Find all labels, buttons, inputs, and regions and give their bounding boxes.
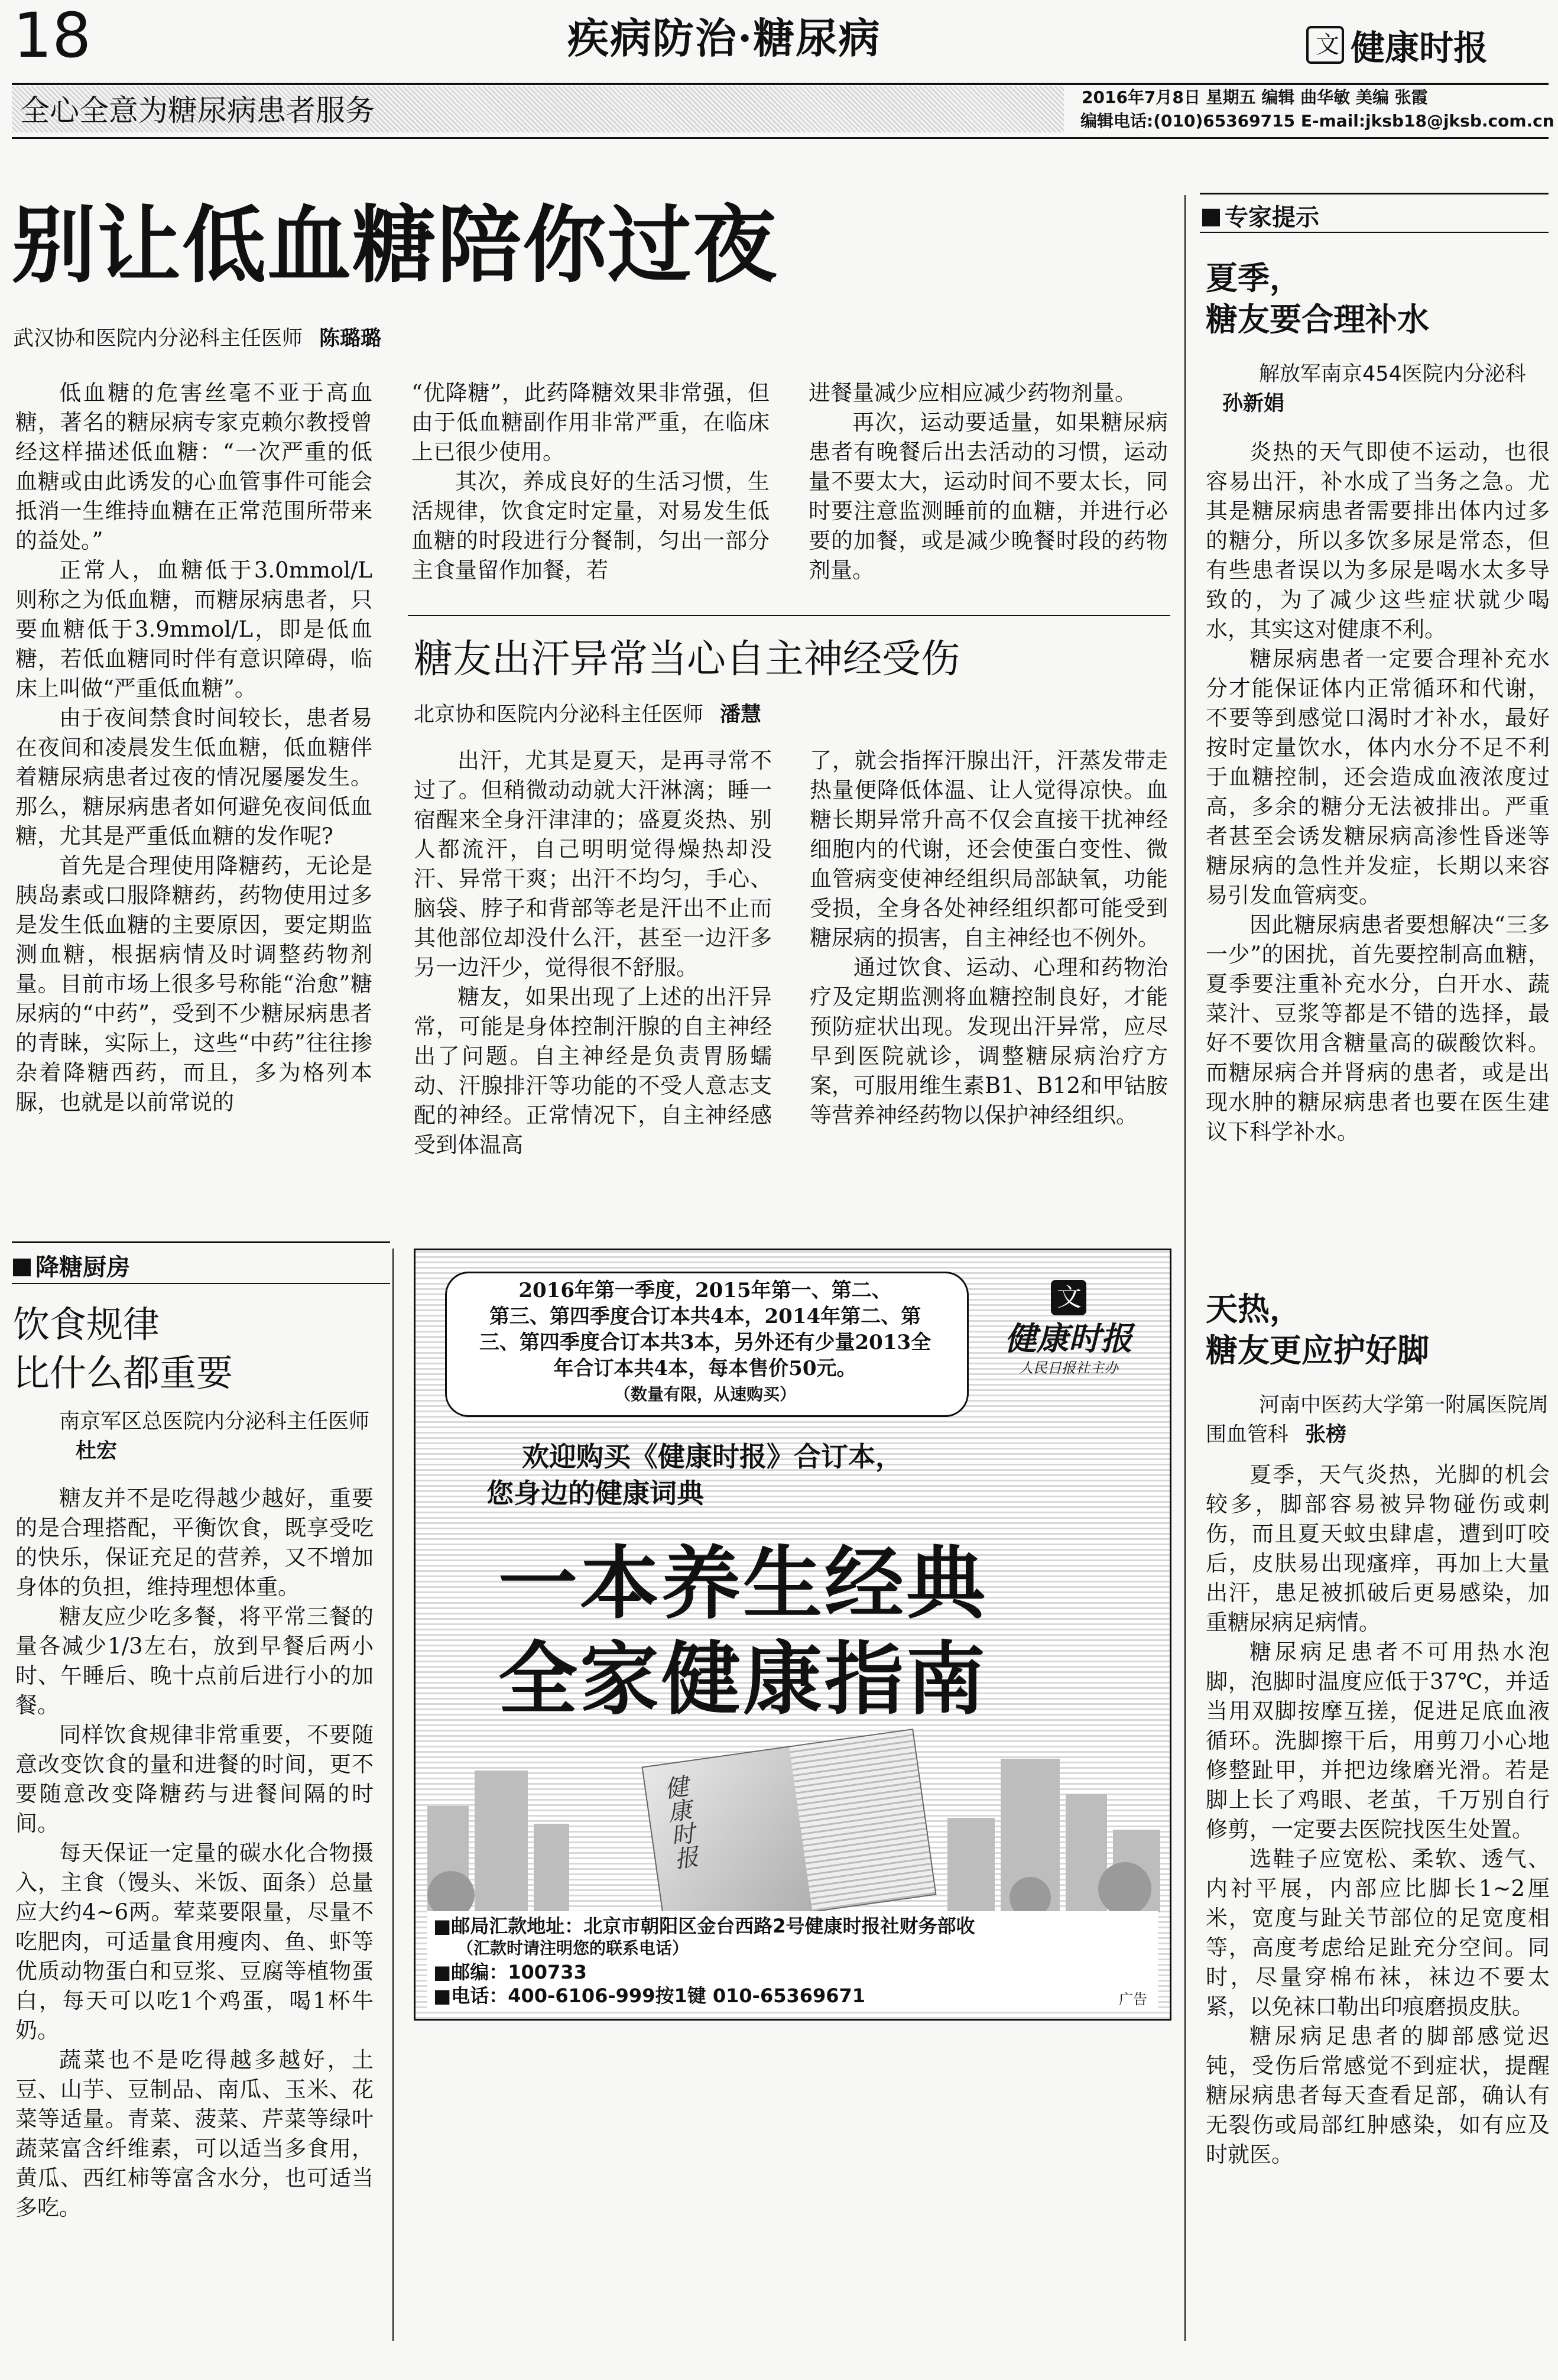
main-article-col3 — [809, 378, 1168, 585]
ad-notice: 2016年第一季度，2015年第一、第二、 第三、第四季度合订本共4本，2014年第二、第 三、第四季度合订本共3本，另外还有少量2013全 年合订本共4本，每本售价50元。 （数量有限，从速购买） — [479, 1279, 931, 1404]
paragraph: 了，就会指挥汗腺出汗，汗蒸发带走热量便降低体温、让人觉得凉快。血糖长期异常升高不仅会直接干扰神经细胞内的代谢，还会使蛋白变性、微血管病变使神经组织局部缺氧，功能受损，全身各处神经组织都可能受到糖尿病的损害，自主神经也不例外。 — [810, 748, 1168, 951]
ad-postcode: ■邮编：100733 — [433, 1961, 587, 1983]
paragraph: 同样饮食规律非常重要，不要随意改变饮食的量和进餐的时间，更不要随意改变降糖药与进餐间隔的时间。 — [15, 1722, 374, 1836]
byline-org: 解放军南京454医院内分泌科 — [1259, 362, 1526, 386]
paragraph: 每天保证一定量的碳水化合物摄入，主食（馒头、米饭、面条）总量应大约4~6两。荤菜要限量，尽量不吃肥肉，可适量食用瘦肉、鱼、虾等优质动物蛋白和豆浆、豆腐等植物蛋白，每天可以吃1个鸡蛋，喝1杯牛奶。 — [15, 1840, 374, 2043]
sweat-article-byline — [414, 700, 761, 729]
paragraph: 低血糖的危害丝毫不亚于高血糖，著名的糖尿病专家克赖尔教授曾经这样描述低血糖：“一次严重的低血糖或由此诱发的心血管事件可能会抵消一生维持血糖在正常范围所带来的益处。” — [15, 380, 372, 553]
byline-name: 杜宏 — [76, 1439, 118, 1463]
main-article-title: 别让低血糖陪你过夜 — [12, 196, 778, 294]
header-rule — [12, 83, 1549, 85]
masthead-title: 健康时报 — [1351, 28, 1488, 68]
expert-a2-body — [1206, 1460, 1550, 2170]
edition-info: 2016年7月8日 星期五 编辑 曲华敏 美编 张霞 — [1082, 87, 1428, 107]
expert-a1-body — [1206, 437, 1550, 1147]
masthead — [1306, 20, 1488, 67]
kitchen-label-rule — [12, 1283, 390, 1284]
paragraph: 首先是合理使用降糖药，无论是胰岛素或口服降糖药，药物使用过多是发生低血糖的主要原因，要定期监测血糖，根据病情及时调整药物剂量。目前市场上很多号称能“治愈”糖尿病的“中药”，受到不少糖尿病患者的青睐，实际上，这些“中药”往往掺杂着降糖西药，而且，多为格列本脲，也就是以前常说的 — [15, 853, 372, 1115]
paragraph: 蔬菜也不是吃得越多越好，土豆、山芋、豆制品、南瓜、玉米、花菜等适量。青菜、菠菜、芹菜等绿叶蔬菜富含纤维素，可以适当多食用，黄瓜、西红柿等富含水分，也可适当多吃。 — [15, 2047, 374, 2220]
main-article-col1 — [15, 378, 372, 1117]
sweat-article-col1 — [414, 746, 772, 1160]
ad-logo: 文 健康时报 人民日报社主办 — [983, 1280, 1154, 1377]
masthead-logo-icon: 文 — [1051, 1280, 1086, 1315]
expert-top-rule — [1200, 193, 1549, 194]
paragraph: 选鞋子应宽松、柔软、透气、内衬平展，内部应比脚长1~2厘米，宽度与趾关节部位的足宽度相等，高度考虑给足趾充分空间。同时，尽量穿棉布袜，袜边不要太紧，以免袜口勒出印痕磨损皮肤。 — [1206, 1846, 1550, 2019]
paragraph: 糖尿病患者一定要合理补充水分才能保证体内正常循环和代谢，不要等到感觉口渴时才补水，最好按时定量饮水，体内水分不足不利于血糖控制，还会造成血液浓度过高，多余的糖分无法被排出。严重者甚至会诱发糖尿病高渗性昏迷等糖尿病的急性并发症，长期以来容易引发血管病变。 — [1206, 646, 1550, 908]
paragraph: 糖友并不是吃得越少越好，重要的是合理搭配，平衡饮食，既享受吃的快乐，保证充足的营养，又不增加身体的负担，维持理想体重。 — [15, 1486, 374, 1600]
kitchen-top-rule — [12, 1241, 390, 1243]
paragraph: 糖友，如果出现了上述的出汗异常，可能是身体控制汗腺的自主神经出了问题。自主神经是负责胃肠蠕动、汗腺排汗等功能的不受人意志支配的神经。正常情况下，自主神经感受到体温高 — [414, 984, 772, 1157]
sweat-top-rule — [408, 615, 1170, 616]
paragraph: 糖尿病足患者不可用热水泡脚，泡脚时温度应低于37℃，并适当用双脚按摩互搓，促进足底血液循环。洗脚擦干后，用剪刀小心地修整趾甲，并把边缘磨光滑。若是脚上长了鸡眼、老茧，千万别自行修剪，一定要去医院找医生处置。 — [1206, 1639, 1550, 1842]
square-bullet-icon — [13, 1259, 31, 1276]
paragraph: 出汗，尤其是夏天，是再寻常不过了。但稍微动动就大汗淋漓；睡一宿醒来全身汗津津的；盛夏炎热、别人都流汗，自己明明觉得燥热却没汗、异常干爽；出汗不均匀，手心、脑袋、脖子和背部等老是汗出不止而其他部位却没什么汗，甚至一边汗多另一边汗少，觉得很不舒服。 — [414, 748, 772, 980]
book-title: 健康时报 — [659, 1773, 700, 1872]
square-bullet-icon — [1202, 209, 1220, 226]
page-number: 18 — [13, 0, 92, 72]
byline-name: 张榜 — [1305, 1423, 1347, 1447]
byline-name: 潘慧 — [720, 703, 762, 727]
contact-info: 编辑电话:(010)65369715 E-mail:jksb18@jksb.com.cn — [1080, 111, 1554, 131]
ad-address-note: （汇款时请注明您的联系电话） — [457, 1938, 689, 1958]
paragraph: 糖友应少吃多餐，将平常三餐的量各减少1/3左右，放到早餐后两小时、午睡后、晚十点前后进行小的加餐。 — [15, 1604, 374, 1718]
paragraph: 由于夜间禁食时间较长，患者易在夜间和凌晨发生低血糖，低血糖伴着糖尿病患者过夜的情况屡屡发生。那么，糖尿病患者如何避免夜间低血糖，尤其是严重低血糖的发作呢? — [15, 705, 372, 849]
byline-org: 武汉协和医院内分泌科主任医师 — [13, 327, 303, 351]
paragraph: 其次，养成良好的生活习惯，生活规律，饮食定时定量，对易发生低血糖的时段进行分餐制，匀出一部分主食量留作加餐，若 — [411, 469, 770, 583]
main-article-byline — [13, 324, 381, 354]
paragraph: 因此糖尿病患者要想解决“三多一少”的困扰，首先要控制高血糖，夏季要注重补充水分，白开水、蔬菜汁、豆浆等都是不错的选择，最好不要饮用含糖量高的碳酸饮料。而糖尿病合并肾病的患者，或是出现水肿的糖尿病患者也要在医生建议下科学补水。 — [1206, 912, 1550, 1144]
paragraph: 糖尿病足患者的脚部感觉迟钝，受伤后常感觉不到症状，提醒糖尿病患者每天查看足部，确认有无裂伤或局部红肿感染，如有应及时就医。 — [1206, 2024, 1550, 2167]
sweat-article-title: 糖友出汗异常当心自主神经受伤 — [414, 636, 960, 682]
tagline: 全心全意为糖尿病患者服务 — [20, 93, 375, 128]
ad-address: ■邮局汇款地址：北京市朝阳区金台西路2号健康时报社财务部收 — [433, 1915, 975, 1937]
ad-tag: 广告 — [1119, 1991, 1147, 2008]
expert-a2-title: 天热， 糖友更应护好脚 — [1206, 1290, 1429, 1369]
expert-a2-byline — [1206, 1390, 1552, 1450]
byline-name: 孙新娟 — [1222, 392, 1285, 416]
byline-name: 陈璐璐 — [319, 327, 382, 351]
kitchen-section-label: 降糖厨房 — [13, 1249, 130, 1282]
masthead-logo-icon: 文 — [1306, 26, 1344, 64]
column-rule-kitchen — [392, 1249, 394, 2341]
header-rule-bottom — [12, 137, 1549, 139]
byline-org: 南京军区总医院内分泌科主任医师 — [59, 1410, 370, 1434]
paragraph: “优降糖”，此药降糖效果非常强，但由于低血糖副作用非常严重，在临床上已很少使用。 — [411, 380, 770, 465]
expert-a1-title: 夏季， 糖友要合理补水 — [1206, 260, 1429, 338]
column-rule-right — [1184, 195, 1186, 2341]
paragraph: 通过饮食、运动、心理和药物治疗及定期监测将血糖控制良好，才能预防症状出现。发现出汗异常，应尽早到医院就诊，调整糖尿病治疗方案，可服用维生素B1、B12和甲钴胺等营养神经药物以保护神经组织。 — [810, 955, 1168, 1128]
kitchen-title: 饮食规律 比什么都重要 — [13, 1303, 233, 1395]
ad-slogan-2: 全家健康指南 — [498, 1632, 988, 1726]
expert-label-rule — [1200, 232, 1549, 233]
paragraph: 进餐量减少应相应减少药物剂量。 — [809, 380, 1137, 406]
paragraph: 再次，运动要适量，如果糖尿病患者有晚餐后出去活动的习惯，运动量不要太大，运动时间不要太长，同时要注意监测睡前的血糖，并进行必要的加餐，或是减少晚餐时段的药物剂量。 — [809, 410, 1168, 583]
advertisement — [414, 1249, 1171, 2021]
ad-slogan-1: 一本养生经典 — [498, 1536, 988, 1630]
byline-org: 北京协和医院内分泌科主任医师 — [414, 703, 704, 727]
kitchen-body — [15, 1484, 374, 2223]
paragraph: 夏季，天气炎热，光脚的机会较多，脚部容易被异物碰伤或刺伤，而且夏天蚊虫肆虐，遭到叮咬后，皮肤易出现瘙痒，再加上大量出汗，患足被抓破后更易感染，加重糖尿病足病情。 — [1206, 1462, 1550, 1635]
kitchen-byline — [59, 1407, 378, 1466]
paragraph: 正常人，血糖低于3.0mmol/L则称之为低血糖，而糖尿病患者，只要血糖低于3.9mmol/L，即是低血糖，若低血糖同时伴有意识障碍，临床上叫做“严重低血糖”。 — [15, 557, 372, 701]
ad-phone: ■电话：400-6106-999按1键 010-65369671 — [433, 1985, 866, 2007]
paragraph: 炎热的天气即使不运动，也很容易出汗，补水成了当务之急。尤其是糖尿病患者需要排出体内过多的糖分，所以多饮多尿是常态，但有些患者误以为多尿是喝水太多导致的，为了减少这些症状就少喝水，其实这对健康不利。 — [1206, 439, 1550, 642]
sweat-article-col2 — [810, 746, 1168, 1130]
section-title: 疾病防治·糖尿病 — [567, 14, 881, 63]
ad-welcome: 欢迎购买《健康时报》合订本， 您身边的健康词典 — [486, 1441, 903, 1509]
byline-org: 河南中医药大学第一附属医院周围血管科 — [1206, 1393, 1549, 1447]
expert-a1-byline — [1206, 359, 1552, 419]
main-article-col2 — [411, 378, 770, 585]
expert-section-label: 专家提示 — [1202, 199, 1319, 232]
